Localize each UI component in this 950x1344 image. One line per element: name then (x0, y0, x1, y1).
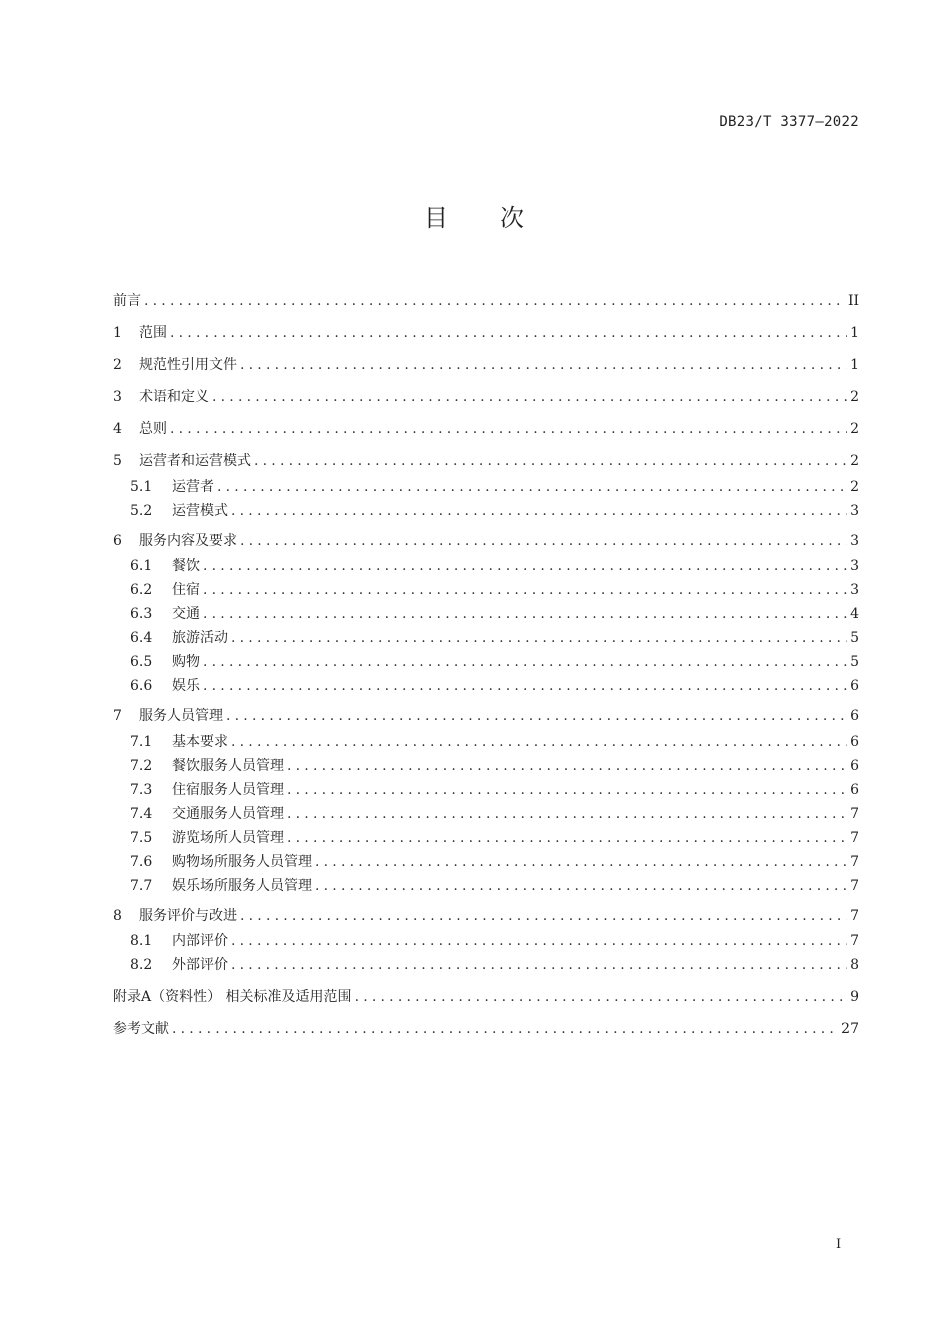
toc-entry-label: 服务内容及要求 (139, 533, 237, 549)
toc-entry-number: 4 (113, 421, 122, 437)
toc-entry[interactable] (113, 705, 859, 727)
toc-entry[interactable] (113, 354, 859, 376)
toc-entry-label: 规范性引用文件 (139, 357, 237, 373)
toc-leader-dots (212, 386, 847, 408)
toc-entry-label: 运营者和运营模式 (139, 453, 251, 469)
toc-leader-dots (231, 731, 847, 753)
toc-entry-number: 5 (113, 453, 122, 469)
toc-entry-number: 7.4 (130, 806, 153, 822)
toc-entry-label: 基本要求 (172, 734, 228, 750)
toc-entry-number: 1 (113, 325, 122, 341)
toc-entry-page: 7 (850, 933, 859, 949)
toc-entry-label: 住宿 (172, 582, 200, 598)
toc-entry[interactable] (113, 1018, 859, 1040)
toc-leader-dots (170, 418, 847, 440)
toc-entry-label: 住宿服务人员管理 (172, 782, 284, 798)
toc-entry-number: 6.3 (130, 606, 153, 622)
toc-entry-label: 总则 (139, 421, 167, 437)
toc-entry-page: 6 (850, 734, 859, 750)
toc-entry-number: 5.2 (130, 503, 153, 519)
toc-entry-page: 7 (850, 806, 859, 822)
toc-entry-page: 3 (850, 533, 859, 549)
toc-heading-char-2: 次 (500, 204, 526, 232)
toc-entry-label: 参考文献 (113, 1021, 169, 1037)
toc-entry[interactable] (113, 905, 859, 927)
toc-entry-page: 27 (841, 1021, 859, 1037)
toc-heading-char-1: 目 (424, 204, 450, 232)
toc-leader-dots (287, 779, 847, 801)
toc-entry-page: 1 (850, 325, 859, 341)
toc-leader-dots (315, 875, 847, 897)
toc-entry-number: 6.1 (130, 558, 153, 574)
toc-entry-page: 3 (850, 503, 859, 519)
toc-entry-label: 交通 (172, 606, 200, 622)
toc-entry-page: 3 (850, 582, 859, 598)
toc-entry[interactable] (113, 418, 859, 440)
toc-leader-dots (170, 322, 847, 344)
toc-entry-number: 8.2 (130, 957, 153, 973)
toc-entry-number: 2 (113, 357, 122, 373)
page-number: I (836, 1237, 842, 1252)
toc-entry-label: 内部评价 (172, 933, 228, 949)
toc-entry[interactable] (113, 954, 859, 976)
toc-entry-page: 6 (850, 782, 859, 798)
toc-entry[interactable] (113, 450, 859, 472)
toc-entry[interactable] (113, 803, 859, 825)
toc-entry-label: 服务评价与改进 (139, 908, 237, 924)
toc-entry-page: 9 (850, 989, 859, 1005)
toc-entry-label: 购物场所服务人员管理 (172, 854, 312, 870)
toc-entry-page: 5 (850, 630, 859, 646)
toc-entry-label: 餐饮服务人员管理 (172, 758, 284, 774)
toc-entry-label: 范围 (139, 325, 167, 341)
toc-leader-dots (287, 827, 847, 849)
toc-heading (0, 198, 950, 233)
toc-entry-page: 3 (850, 558, 859, 574)
toc-entry-number: 6.6 (130, 678, 153, 694)
toc-leader-dots (231, 627, 847, 649)
toc-entry-number: 7.7 (130, 878, 153, 894)
toc-entry[interactable] (113, 555, 859, 577)
toc-entry-number: 6.5 (130, 654, 153, 670)
toc-entry-label: 运营者 (172, 479, 214, 495)
toc-leader-dots (226, 705, 847, 727)
toc-entry-label: 娱乐场所服务人员管理 (172, 878, 312, 894)
toc-leader-dots (315, 851, 847, 873)
toc-entry-label: 游览场所人员管理 (172, 830, 284, 846)
toc-entry-page: 2 (850, 453, 859, 469)
toc-leader-dots (287, 803, 847, 825)
toc-entry[interactable] (113, 476, 859, 498)
toc-entry-label: 术语和定义 (139, 389, 209, 405)
toc-entry[interactable] (113, 603, 859, 625)
toc-entry[interactable] (113, 627, 859, 649)
toc-entry-page: 7 (850, 878, 859, 894)
toc-entry-page: 2 (850, 421, 859, 437)
toc-entry-page: 6 (850, 678, 859, 694)
toc-entry[interactable] (113, 500, 859, 522)
toc-entry[interactable] (113, 675, 859, 697)
toc-entry-page: 2 (850, 389, 859, 405)
toc-entry-label: 前言 (113, 293, 141, 309)
toc-entry-number: 6.2 (130, 582, 153, 598)
toc-leader-dots (231, 930, 847, 952)
toc-entry-label: 运营模式 (172, 503, 228, 519)
toc-entry-label: 外部评价 (172, 957, 228, 973)
toc-entry-page: 6 (850, 708, 859, 724)
toc-entry[interactable] (113, 651, 859, 673)
toc-entry[interactable] (113, 875, 859, 897)
toc-leader-dots (203, 603, 847, 625)
toc-entry-number: 3 (113, 389, 122, 405)
standard-code: DB23/T 3377—2022 (719, 114, 859, 130)
toc-leader-dots (203, 555, 847, 577)
toc-entry-label: 购物 (172, 654, 200, 670)
toc-entry-label: 娱乐 (172, 678, 200, 694)
toc-leader-dots (240, 905, 847, 927)
toc-leader-dots (203, 651, 847, 673)
toc-entry-number: 6 (113, 533, 122, 549)
toc-entry-page: 2 (850, 479, 859, 495)
toc-entry-number: 8 (113, 908, 122, 924)
toc-leader-dots (217, 476, 847, 498)
toc-entry[interactable] (113, 755, 859, 777)
toc-entry[interactable] (113, 579, 859, 601)
toc-leader-dots (254, 450, 847, 472)
toc-entry-label: 交通服务人员管理 (172, 806, 284, 822)
toc-leader-dots (231, 500, 847, 522)
toc-entry-page: 6 (850, 758, 859, 774)
toc-entry-page: 5 (850, 654, 859, 670)
toc-leader-dots (231, 954, 847, 976)
toc-entry-page: II (847, 293, 859, 309)
toc-entry-page: 7 (850, 854, 859, 870)
toc-entry-label: 旅游活动 (172, 630, 228, 646)
toc-entry-page: 7 (850, 830, 859, 846)
toc-entry[interactable] (113, 851, 859, 873)
toc-entry-number: 7.2 (130, 758, 153, 774)
toc-entry-label: 附录A（资料性） 相关标准及适用范围 (113, 989, 352, 1005)
toc-entry-number: 7.6 (130, 854, 153, 870)
toc-entry[interactable] (113, 827, 859, 849)
toc-entry-page: 4 (850, 606, 859, 622)
toc-entry[interactable] (113, 386, 859, 408)
toc-entry-number: 5.1 (130, 479, 153, 495)
toc-entry-number: 7.3 (130, 782, 153, 798)
toc-entry-number: 7 (113, 708, 122, 724)
toc-entry-page: 7 (850, 908, 859, 924)
toc-leader-dots (287, 755, 847, 777)
toc-leader-dots (203, 675, 847, 697)
toc-entry[interactable] (113, 290, 859, 312)
toc-entry[interactable] (113, 779, 859, 801)
toc-entry-number: 7.5 (130, 830, 153, 846)
toc-entry-label: 服务人员管理 (139, 708, 223, 724)
toc-entry-number: 6.4 (130, 630, 153, 646)
toc-entry[interactable] (113, 322, 859, 344)
toc-leader-dots (240, 530, 847, 552)
toc-entry[interactable] (113, 930, 859, 952)
toc-entry[interactable] (113, 530, 859, 552)
toc-entry-page: 1 (850, 357, 859, 373)
toc-leader-dots (203, 579, 847, 601)
toc-leader-dots (172, 1018, 838, 1040)
toc-leader-dots (144, 290, 845, 312)
toc-entry[interactable] (113, 731, 859, 753)
toc-entry-number: 7.1 (130, 734, 153, 750)
toc-leader-dots (355, 986, 848, 1008)
toc-entry[interactable] (113, 986, 859, 1008)
toc-entry-page: 8 (850, 957, 859, 973)
toc-entry-number: 8.1 (130, 933, 153, 949)
toc-leader-dots (240, 354, 847, 376)
toc-entry-label: 餐饮 (172, 558, 200, 574)
